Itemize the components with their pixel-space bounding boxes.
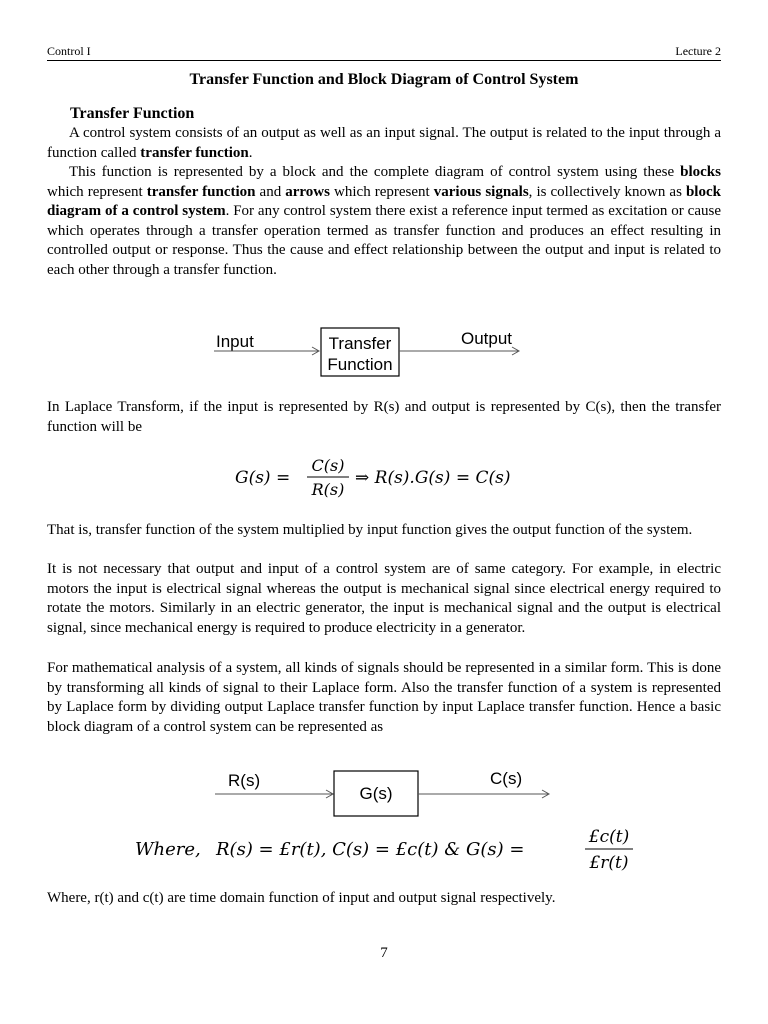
block-diagram <box>200 762 560 824</box>
section-heading: Transfer Function <box>70 105 195 122</box>
gs-numerator: £c(t) <box>588 827 630 847</box>
transfer-function-equation <box>225 452 545 502</box>
paragraph-signal-category: It is not necessary that output and input of a control system are of same category. For example, in electric motors the input is electrical signal whereas the output is mechanical signal since electrical energy required to rotate the motors. Similarly in an electric generator, the input is mechanical signal and the output is electrical signal, since mechanical energy is required to produce electricity in a generator. <box>47 561 721 636</box>
page-title: Transfer Function and Block Diagram of Control System <box>189 71 579 88</box>
page-number: 7 <box>380 945 388 961</box>
equation-definitions: R(s) = £r(t), C(s) = £c(t) & G(s) = <box>216 839 525 860</box>
equation-denominator: R(s) <box>311 480 345 499</box>
paragraph-output-function: That is, transfer function of the system multiplied by input function gives the output function of the system. <box>47 522 693 538</box>
term-arrows: arrows <box>285 183 330 200</box>
term-block-diagram: block diagram of a control system <box>47 183 721 219</box>
equation-rhs: ⇒ R(s).G(s) = C(s) <box>355 468 511 488</box>
diagram-output-label: Output <box>461 329 513 348</box>
equation-where: Where, <box>135 839 201 860</box>
input-signal-label: R(s) <box>228 771 261 790</box>
lecture-number: Lecture 2 <box>675 44 721 58</box>
paragraph-laplace: In Laplace Transform, if the input is represented by R(s) and output is represented by C(s), then the transfer function will be <box>47 399 721 435</box>
term-transfer-function: transfer function <box>140 144 249 161</box>
diagram-input-label: Input <box>216 332 254 351</box>
output-signal-label: C(s) <box>490 769 523 788</box>
paragraph-laplace-form: For mathematical analysis of a system, all kinds of signals should be represented in a similar form. This is done by transforming all kinds of signal to their Laplace form. Also the transfer function of a system is represented by Laplace form by dividing output Laplace transfer function by input Laplace transfer function. Hence a basic block diagram of a control system can be represented as <box>47 660 721 735</box>
block-label-line2: Function <box>327 355 393 374</box>
equation-numerator: C(s) <box>311 456 345 475</box>
transfer-function-diagram <box>200 320 540 382</box>
term-blocks: blocks <box>680 164 721 180</box>
laplace-definitions-equation <box>130 822 650 878</box>
term-transfer-function-2: transfer function <box>146 183 256 200</box>
block-label-line1: Transfer <box>328 334 392 353</box>
paragraph-block-diagram: This function is represented by a block and the complete diagram of control system using these blocks which represent transfer function and arrows which represent various signals, is collectively known as block diagram of a control system. For any control system there exist a reference input termed as excitation or cause which operates through a transfer operation termed as transfer function and produces an effect resulting in controlled output or response. Thus the cause and effect relationship between the output and input is related to each other through a transfer function. <box>47 164 721 278</box>
term-various-signals: various signals <box>433 183 529 200</box>
paragraph-intro: A control system consists of an output as well as an input signal. The output is related to the input through a function called transfer function. <box>47 125 721 161</box>
running-header <box>47 44 721 61</box>
gs-denominator: £r(t) <box>589 853 629 873</box>
paragraph-time-domain: Where, r(t) and c(t) are time domain function of input and output signal respectively. <box>47 890 556 906</box>
equation-lhs: G(s) = <box>235 468 291 488</box>
gs-block-label: G(s) <box>359 784 393 803</box>
course-name: Control I <box>47 44 91 58</box>
